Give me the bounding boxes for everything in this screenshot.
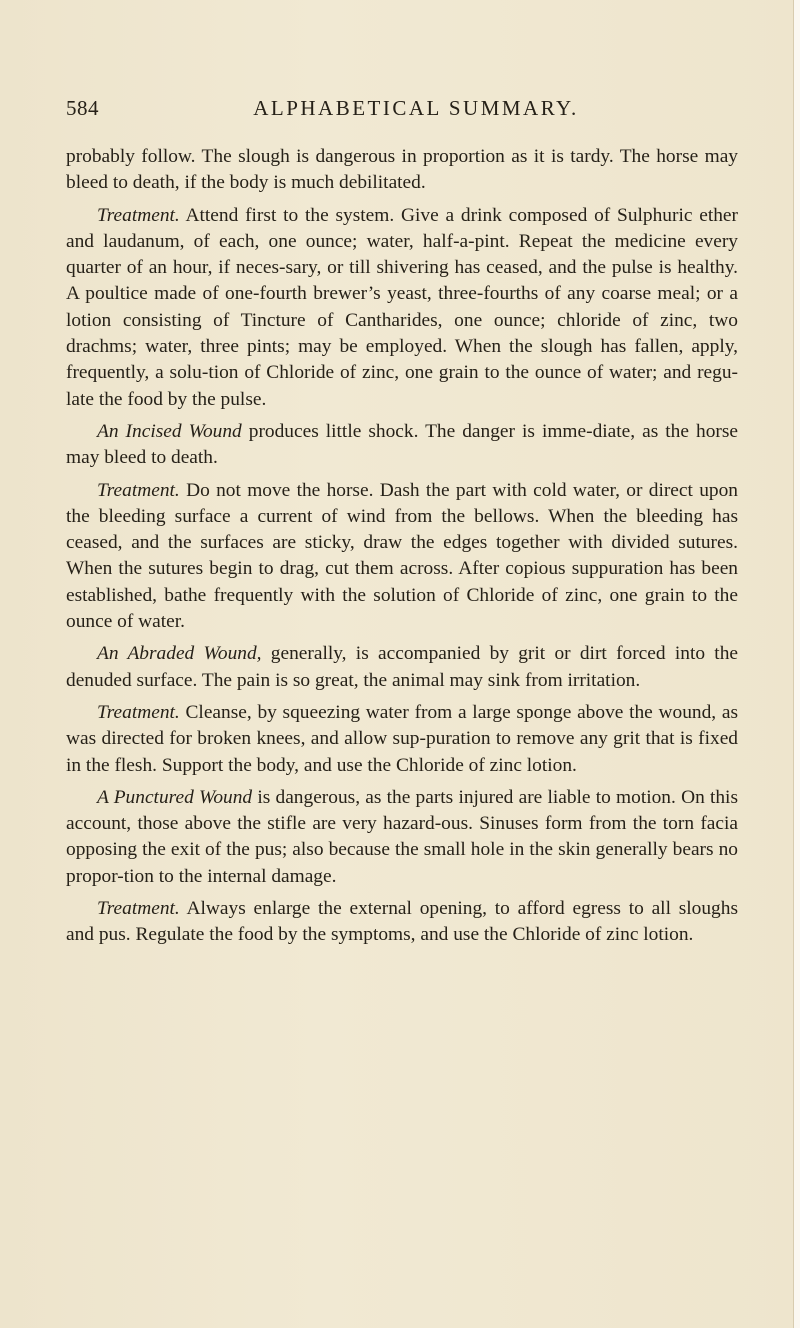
page-number: 584 <box>66 96 99 120</box>
paragraph-text: generally, is accompanied by grit or dirt forced into the denuded surface. The pain is so great, the animal may sink from irritation. <box>66 643 738 691</box>
body-text <box>66 144 738 955</box>
paragraph-lead: Treatment. <box>97 898 180 920</box>
running-head: ALPHABETICAL SUMMARY. <box>253 96 579 120</box>
paragraph-6 <box>66 700 738 779</box>
paragraph-text: probably follow. The slough is dangerous in proportion as it is tardy. The horse may bleed to death, if the body is much debilitated. <box>66 146 738 194</box>
paragraph-text: Attend first to the system. Give a drink composed of Sulphuric ether and laudanum, of each, one ounce; water, half-a-pint. Repeat the medicine every quarter of an hour, if neces-sary, or till shivering has ceased, and the pulse is healthy. A poultice made of one-fourth brewer’s yeast, three-fourths of any coarse meal; or a lotion consisting of Tincture of Cantharides, one ounce; chloride of zinc, two drachms; water, three pints; may be employed. When the slough has fallen, apply, frequently, a solu-tion of Chloride of zinc, one grain to the ounce of water; and regu-late the food by the pulse. <box>66 204 738 410</box>
paragraph-8 <box>66 896 738 949</box>
paragraph-text: Do not move the horse. Dash the part with cold water, or direct upon the bleeding surface a current of wind from the bellows. When the bleeding has ceased, and the surfaces are sticky, draw the edges together with divided sutures. When the sutures begin to drag, cut them across. After copious suppuration has been established, bathe frequently with the solution of Chloride of zinc, one grain to the ounce of water. <box>66 479 738 633</box>
paragraph-4 <box>66 478 738 636</box>
paragraph-lead: Treatment. <box>97 701 180 723</box>
paragraph-lead: A Punctured Wound <box>97 786 253 808</box>
paragraph-lead: Treatment. <box>97 204 180 226</box>
paragraph-lead: An Incised Wound <box>97 420 242 442</box>
page-edge <box>793 0 800 1328</box>
page-header <box>66 96 736 126</box>
paragraph-7 <box>66 785 738 890</box>
paragraph-text: produces little shock. The danger is imme-diate, as the horse may bleed to death. <box>66 420 739 469</box>
paragraph-text: is dangerous, as the parts injured are liable to motion. On this account, those above the stifle are very hazard-ous. Sinuses form from the torn facia opposing the exit of the pus; also because the small hole in the skin generally bears no propor-tion to the internal damage. <box>66 786 738 887</box>
paragraph-text: Cleanse, by squeezing water from a large sponge above the wound, as was directed for broken knees, and allow sup-puration to remove any grit that is fixed in the flesh. Support the body, and use the Chloride of zinc lotion. <box>66 701 738 776</box>
paragraph-2 <box>66 203 738 413</box>
paragraph-3 <box>66 419 738 472</box>
paragraph-text: Always enlarge the external opening, to afford egress to all sloughs and pus. Regulate the food by the symptoms, and use the Chloride of zinc lotion. <box>66 898 738 946</box>
paragraph-5 <box>66 641 738 694</box>
paragraph-1 <box>66 144 738 197</box>
paragraph-lead: An Abraded Wound, <box>97 643 262 665</box>
paragraph-lead: Treatment. <box>97 479 180 501</box>
